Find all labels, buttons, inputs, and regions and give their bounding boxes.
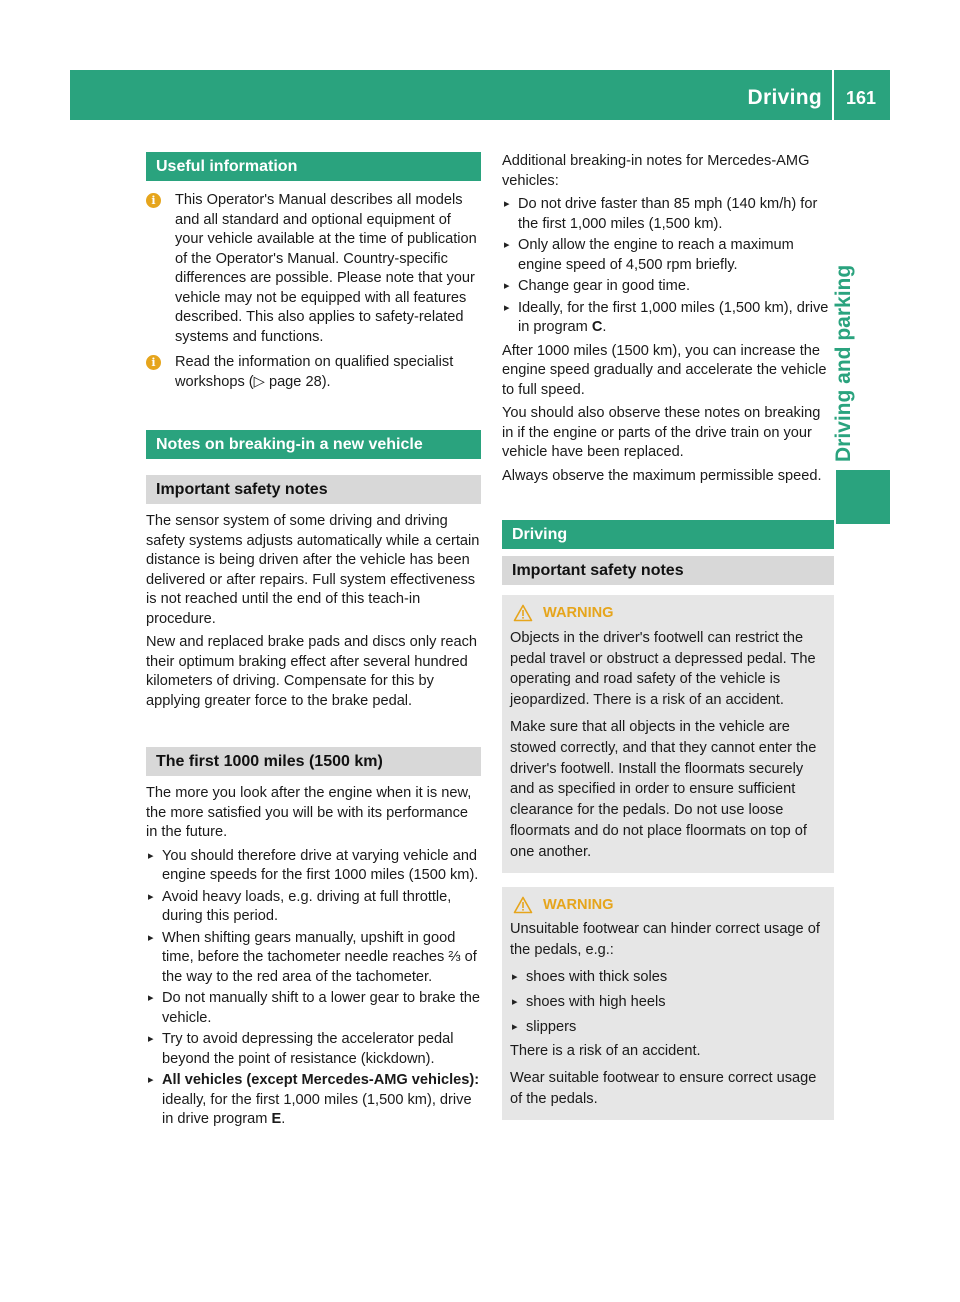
chapter-title: Driving [747, 86, 822, 109]
list-item: ▸ When shifting gears manually, upshift in good time, before the tachometer needle reaches ⅔ of the way to the red area of the tachometer. [146, 929, 481, 988]
info-note [146, 191, 481, 347]
warning-box [502, 595, 834, 873]
paragraph: Additional breaking-in notes for Mercedes-AMG vehicles: [502, 153, 810, 189]
info-icon: i [146, 355, 161, 370]
bold-label: All vehicles (except Mercedes-AMG vehicles): [162, 1072, 480, 1088]
list-item: ▸ Avoid heavy loads, e.g. driving at full throttle, during this period. [146, 888, 481, 927]
list-item: ▸ Try to avoid depressing the accelerator pedal beyond the point of resistance (kickdown). [146, 1030, 481, 1069]
section-heading-useful-information: Useful information [146, 152, 481, 181]
paragraph: Always observe the maximum permissible speed. [502, 467, 822, 484]
warning-title: WARNING [543, 605, 614, 621]
list-item: ▸ Change gear in good time. [502, 277, 834, 297]
right-column [502, 152, 834, 1120]
list-item-text: ideally, for the first 1,000 miles (1,500 km), drive in drive program [162, 1091, 472, 1127]
info-icon: i [146, 193, 161, 208]
subheading-important-safety-notes: Important safety notes [502, 556, 834, 585]
bullet-list [146, 847, 481, 1130]
side-chapter-marker [836, 470, 890, 524]
warning-triangle-icon [513, 604, 533, 622]
subheading-first-1000-miles: The first 1000 miles (1500 km) [146, 747, 481, 776]
section-heading-breaking-in: Notes on breaking-in a new vehicle [146, 430, 481, 459]
page-header [70, 70, 890, 120]
bullet-list [510, 967, 826, 1037]
warning-text: Objects in the driver's footwell can restrict the pedal travel or obstruct a depressed pedal. The operating and road safety of the vehicle is jeopardized. There is a risk of an accident. [510, 629, 816, 709]
paragraph: After 1000 miles (1500 km), you can increase the engine speed gradually and accelerate the vehicle to full speed. [502, 342, 827, 398]
warning-text: Make sure that all objects in the vehicle are stowed correctly, and that they cannot enter the driver's footwell. Install the floormats securely and as specified in order to ensure sufficient clearance for the pedals. Do not use loose floormats and do not place floormats on top of one another. [510, 718, 817, 860]
list-item [146, 1071, 481, 1130]
list-item: ▸ Do not drive faster than 85 mph (140 km/h) for the first 1,000 miles (1,500 km). [502, 195, 834, 234]
bullet-list [502, 195, 834, 338]
warning-text: There is a risk of an accident. [510, 1043, 701, 1060]
paragraph: The more you look after the engine when it is new, the more satisfied you will be with its performance in the future. [146, 785, 472, 840]
paragraph: You should also observe these notes on breaking in if the engine or parts of the drive train on your vehicle have been replaced. [502, 405, 821, 460]
list-item: ▸ shoes with thick soles [510, 967, 826, 988]
warning-header [510, 603, 826, 624]
subheading-important-safety-notes: Important safety notes [146, 475, 481, 504]
info-note-text: This Operator's Manual describes all models and all standard and optional equipment of your vehicle available at the time of publication of the Operator's Manual. Country-specific differences are possible. Please note that your vehicle may not be equipped with all features described. This also applies to safety-related systems and functions. [175, 192, 477, 345]
warning-title: WARNING [543, 896, 614, 913]
list-item [502, 299, 834, 338]
list-item: ▸ Do not manually shift to a lower gear to brake the vehicle. [146, 989, 481, 1028]
warning-header [510, 895, 826, 916]
drive-program-letter: E [271, 1111, 282, 1127]
list-item-text: Ideally, for the first 1,000 miles (1,500 km), drive in program [518, 299, 829, 335]
paragraph: The sensor system of some driving and driving safety systems adjusts automatically while a certain distance is being driven after the vehicle has been delivered or after repairs. Full system effectiveness is not reached until the end of this teach-in procedure. [146, 513, 480, 627]
warning-text: Wear suitable footwear to ensure correct usage of the pedals. [510, 1070, 817, 1107]
paragraph: New and replaced brake pads and discs only reach their optimum braking effect after several hundred kilometers of driving. Compensate for this by applying greater force to the brake pedal. [146, 634, 477, 709]
list-item-end: . [602, 319, 607, 335]
drive-program-letter: C [591, 319, 603, 335]
left-column [146, 152, 481, 1134]
list-item: ▸ Only allow the engine to reach a maximum engine speed of 4,500 rpm briefly. [502, 236, 834, 275]
warning-text: Unsuitable footwear can hinder correct usage of the pedals, e.g.: [510, 921, 820, 959]
list-item: ▸ shoes with high heels [510, 992, 826, 1013]
list-item: ▸ slippers [510, 1017, 826, 1038]
header-divider [832, 70, 834, 120]
warning-triangle-icon [513, 896, 533, 914]
info-note [146, 353, 481, 392]
page-number: 161 [846, 88, 877, 108]
list-item-end: . [281, 1111, 286, 1127]
list-item: ▸ You should therefore drive at varying vehicle and engine speeds for the first 1000 miles (1500 km). [146, 847, 481, 886]
section-heading-driving: Driving [502, 520, 834, 549]
side-chapter-label: Driving and parking [832, 264, 855, 462]
side-chapter-tab[interactable] [832, 252, 872, 462]
info-note-text[interactable]: Read the information on qualified specialist workshops (▷ page 28). [175, 354, 454, 390]
warning-box [502, 887, 834, 1120]
